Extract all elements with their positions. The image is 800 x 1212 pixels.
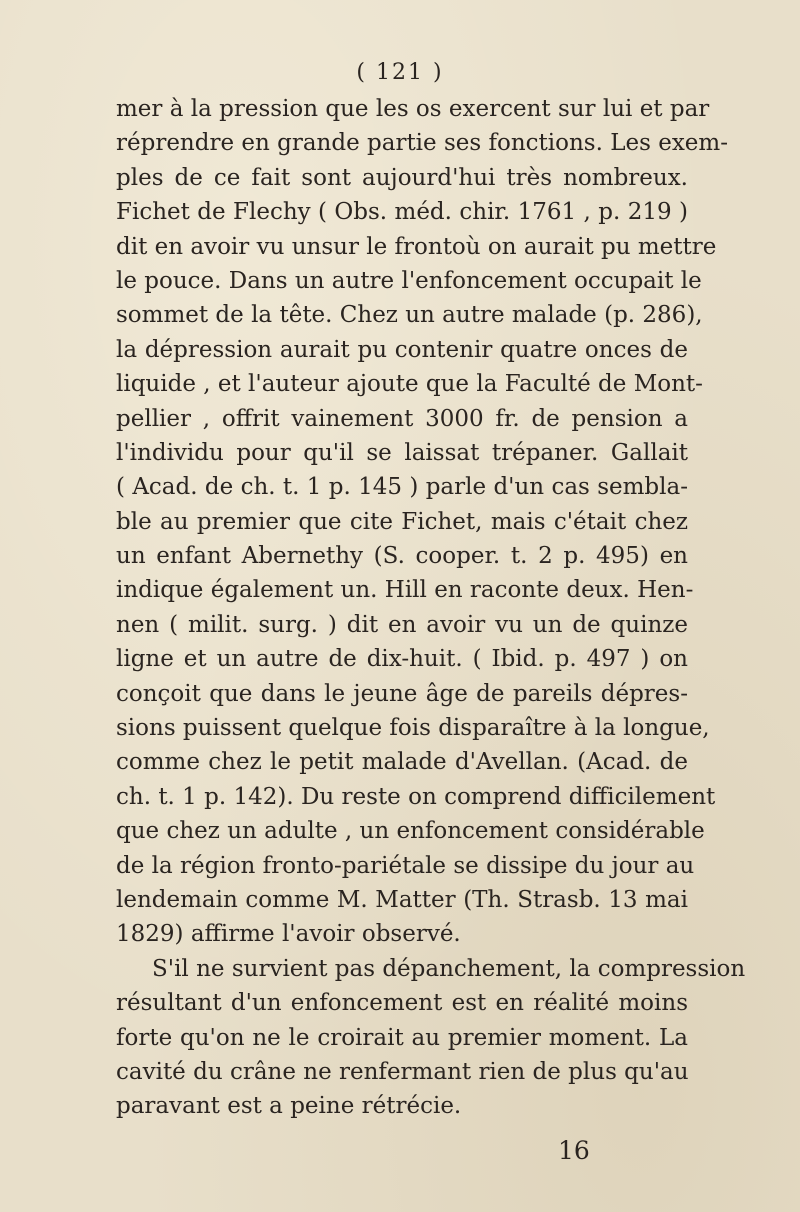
text-line: paravant est a peine rétrécie. — [116, 1093, 462, 1120]
text-line: forte qu'on ne le croirait au premier moment. La — [116, 1024, 688, 1051]
text-line: 1829) affirme l'avoir observé. — [116, 921, 461, 948]
text-line: cavité du crâne ne renfermant rien de plus qu'au — [116, 1058, 689, 1085]
page-number-header: ( 121 ) — [356, 60, 444, 85]
text-line: que chez un adulte , un enfoncement considérable — [116, 818, 705, 845]
text-line: sions puissent quelque fois disparaître à la longue, — [116, 715, 710, 742]
text-line: ( Acad. de ch. t. 1 p. 145 ) parle d'un cas sembla- — [116, 474, 688, 501]
text-line: le pouce. Dans un autre l'enfoncement occupait le — [116, 267, 702, 294]
signature-number: 16 — [558, 1136, 590, 1165]
text-line: nen ( milit. surg. ) dit en avoir vu un de quinze — [116, 611, 688, 638]
text-line: mer à la pression que les os exercent sur lui et par — [116, 96, 710, 122]
body-text — [116, 92, 746, 1124]
text-line: comme chez le petit malade d'Avellan. (Acad. de — [116, 749, 688, 776]
text-line: sommet de la tête. Chez un autre malade (p. 286), — [116, 302, 703, 329]
text-line: ples de ce fait sont aujourd'hui très nombreux. — [116, 164, 688, 191]
text-line: réprendre en grande partie ses fonctions. Les exem- — [116, 130, 729, 157]
text-line: l'individu pour qu'il se laissat trépaner. Gallait — [116, 439, 688, 466]
text-line: de la région fronto-pariétale se dissipe du jour au — [116, 852, 695, 879]
text-line: ligne et un autre de dix-huit. ( Ibid. p. 497 ) on — [116, 646, 688, 673]
text-line: dit en avoir vu unsur le frontoù on aurait pu mettre — [116, 233, 717, 260]
text-line: conçoit que dans le jeune âge de pareils dépres- — [116, 680, 688, 707]
text-line: S'il ne survient pas dépanchement, la compression — [152, 955, 746, 982]
text-line: liquide , et l'auteur ajoute que la Faculté de Mont- — [116, 371, 703, 398]
text-line: un enfant Abernethy (S. cooper. t. 2 p. 495) en — [116, 543, 688, 570]
text-line: indique également un. Hill en raconte deux. Hen- — [116, 577, 694, 604]
text-line: ch. t. 1 p. 142). Du reste on comprend difficilement — [116, 783, 716, 810]
text-line: lendemain comme M. Matter (Th. Strasb. 13 mai — [116, 886, 688, 913]
text-line: pellier , offrit vainement 3000 fr. de pension a — [116, 405, 688, 432]
text-line: Fichet de Flechy ( Obs. méd. chir. 1761 , p. 219 ) — [116, 199, 688, 226]
text-line: résultant d'un enfoncement est en réalité moins — [116, 990, 688, 1017]
text-line: la dépression aurait pu contenir quatre onces de — [116, 336, 688, 363]
text-line: ble au premier que cite Fichet, mais c'était chez — [116, 508, 688, 535]
